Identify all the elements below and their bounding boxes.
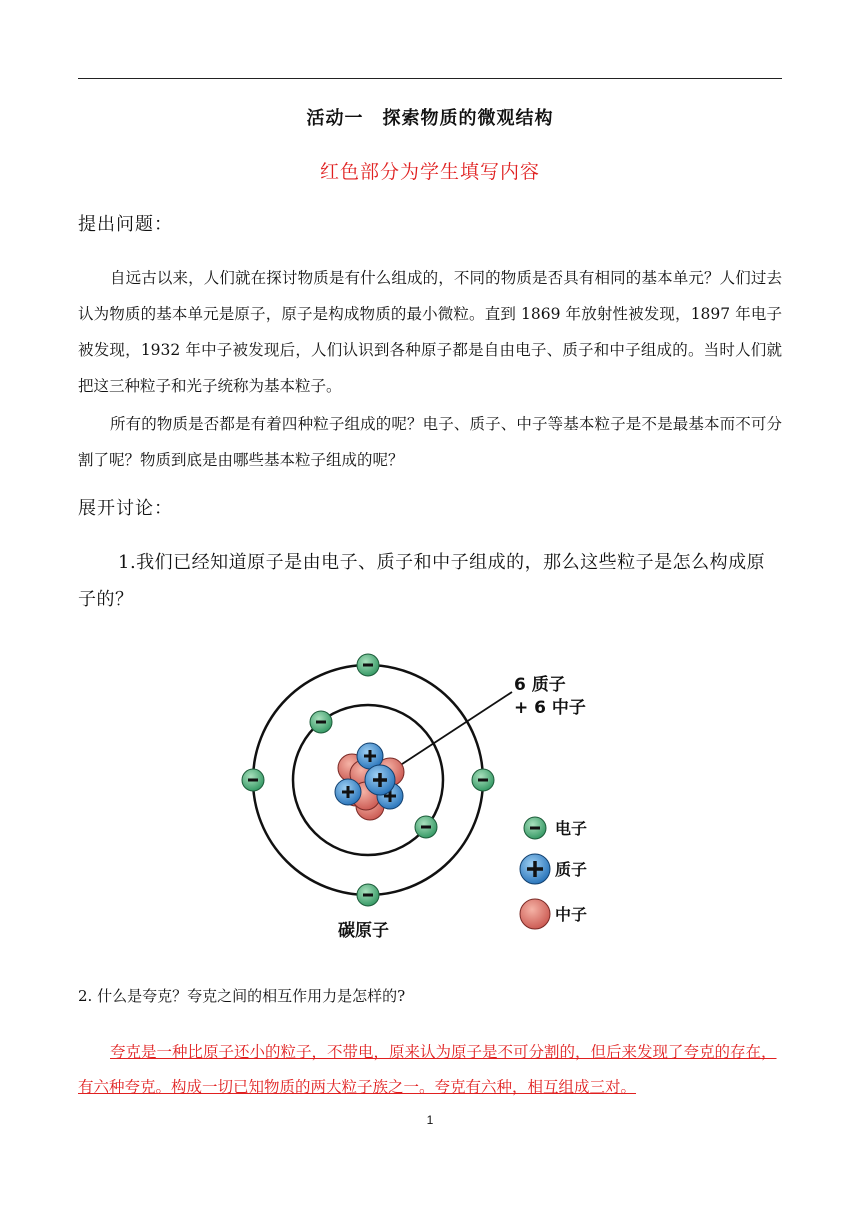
legend-electron-label: 电子 [555,819,588,838]
figure-caption: 碳原子 [338,921,389,941]
electron [357,654,379,676]
legend-neutron-icon [520,899,550,929]
electron [415,816,437,838]
page-title: 活动一 探索物质的微观结构 [306,108,554,129]
page-number: 1 [426,1113,434,1127]
legend-electron-icon [524,817,546,839]
nucleus-label-neutrons: + 6 中子 [514,698,586,718]
paragraph-intro: 自远古以来，人们就在探讨物质是有什么组成的，不同的物质是否具有相同的基本单元？人们过去认为物质的基本单元是原子，原子是构成物质的最小微粒。直到 1869 年放射性被发现，1897 年电子被发现，1932 年中子被发现后，人们认识到各种原子都是自由电子、质子和中子组成的。当时人们就把这三种粒子和光子统称为基本粒子。 [78,269,782,395]
proton [365,765,395,795]
page-subtitle: 红色部分为学生填写内容 [319,161,540,183]
electron [472,769,494,791]
question-2: 2. 什么是夸克？夸克之间的相互作用力是怎样的? [78,987,406,1005]
header-rule [78,78,782,79]
nucleus-label-protons: 6 质子 [514,675,566,695]
nucleus [335,743,404,820]
proton [335,779,361,805]
electron [242,769,264,791]
section-heading-questions: 提出问题： [78,214,173,235]
answer-2: 夸克是一种比原子还小的粒子，不带电，原来认为原子是不可分割的，但后来发现了夸克的存在，有六种夸克。构成一切已知物质的两大粒子族之一。夸克有六种，相互组成三对。 [78,1043,777,1096]
carbon-atom-diagram [230,650,630,950]
electron [357,884,379,906]
carbon-atom-figure [230,650,630,954]
legend [520,817,587,929]
legend-proton-label: 质子 [555,860,588,879]
paragraph-questions: 所有的物质是否都是有着四种粒子组成的呢？电子、质子、中子等基本粒子是不是最基本而不可分割了呢？物质到底是由哪些基本粒子组成的呢？ [78,415,782,469]
legend-neutron-label: 中子 [555,905,588,924]
section-heading-discussion: 展开讨论： [78,498,173,519]
legend-proton-icon [520,854,550,884]
electron [310,711,332,733]
question-1: 1.我们已经知道原子是由电子、质子和中子组成的，那么这些粒子是怎么构成原子的？ [78,552,766,610]
